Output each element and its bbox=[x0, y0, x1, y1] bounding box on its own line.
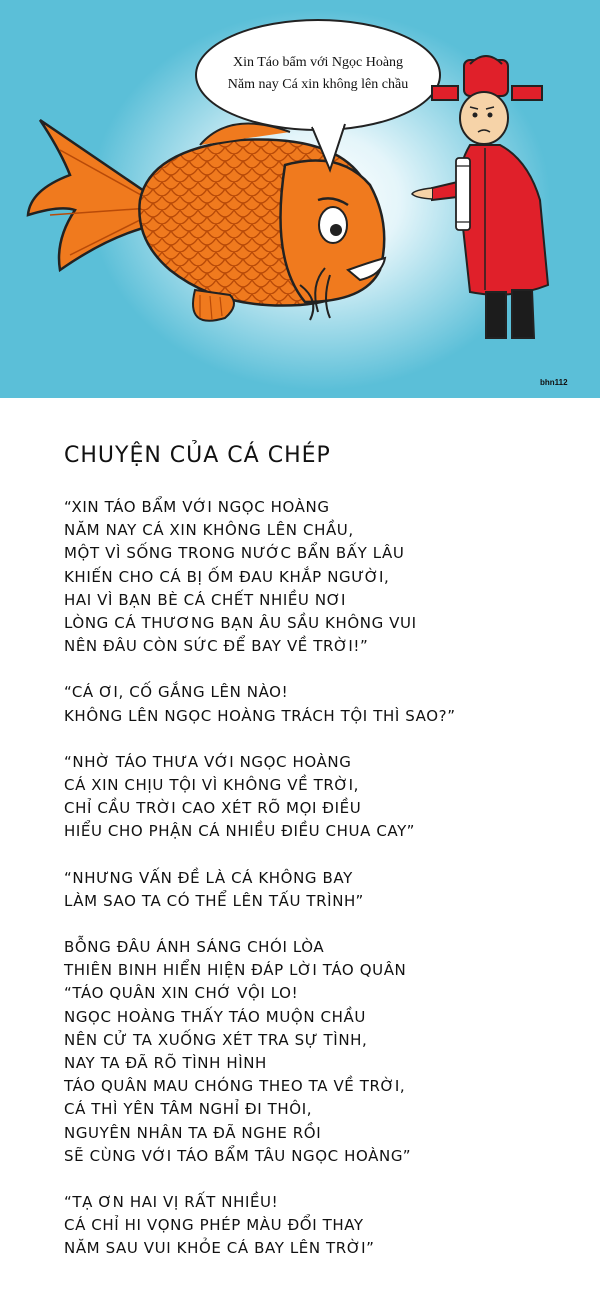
poem-line: LÀM SAO TA CÓ THỂ LÊN TẤU TRÌNH” bbox=[64, 891, 364, 910]
poem-line: “NHỜ TÁO THƯA VỚI NGỌC HOÀNG bbox=[64, 752, 352, 771]
poem-line: NGỌC HOÀNG THẤY TÁO MUỘN CHẦU bbox=[64, 1007, 366, 1026]
poem-line: KHIẾN CHO CÁ BỊ ỐM ĐAU KHẮP NGƯỜI, bbox=[64, 567, 390, 586]
poem-line: NÊN CỬ TA XUỐNG XÉT TRA SỰ TÌNH, bbox=[64, 1030, 368, 1049]
poem-stanza bbox=[64, 496, 584, 658]
artist-signature: bhn112 bbox=[540, 378, 568, 387]
poem-line: BỖNG ĐÂU ÁNH SÁNG CHÓI LÒA bbox=[64, 938, 325, 957]
poem-line: NĂM NAY CÁ XIN KHÔNG LÊN CHẦU, bbox=[64, 521, 354, 540]
poem-line: NAY TA ĐÃ RÕ TÌNH HÌNH bbox=[64, 1054, 267, 1073]
poem-line: SẼ CÙNG VỚI TÁO BẨM TÂU NGỌC HOÀNG” bbox=[64, 1146, 412, 1165]
speech-line-1: Xin Táo bẩm với Ngọc Hoàng bbox=[232, 55, 404, 70]
poem-line: HAI VÌ BẠN BÈ CÁ CHẾT NHIỀU NƠI bbox=[64, 590, 347, 609]
poem-line: KHÔNG LÊN NGỌC HOÀNG TRÁCH TỘI THÌ SAO?” bbox=[64, 706, 456, 725]
poem-line: “TÁO QUÂN XIN CHỚ VỘI LO! bbox=[64, 984, 299, 1003]
poem-line: “XIN TÁO BẨM VỚI NGỌC HOÀNG bbox=[64, 498, 330, 516]
poem-line: CHỈ CẦU TRỜI CAO XÉT RÕ MỌI ĐIỀU bbox=[64, 799, 362, 818]
poem-stanza bbox=[64, 936, 584, 1168]
speech-line-2: Năm nay Cá xin không lên chầu bbox=[227, 77, 409, 92]
poem-title: CHUYỆN CỦA CÁ CHÉP bbox=[64, 443, 331, 468]
poem-line: CÁ THÌ YÊN TÂM NGHỈ ĐI THÔI, bbox=[64, 1100, 313, 1119]
poem-stanza bbox=[64, 867, 584, 913]
poem bbox=[64, 440, 584, 1284]
poem-line: THIÊN BINH HIỂN HIỆN ĐÁP LỜI TÁO QUÂN bbox=[64, 961, 407, 980]
poem-line: MỘT VÌ SỐNG TRONG NƯỚC BẨN BẤY LÂU bbox=[64, 544, 405, 563]
poem-line: CÁ XIN CHỊU TỘI VÌ KHÔNG VỀ TRỜI, bbox=[64, 776, 360, 795]
poem-line: CÁ CHỈ HI VỌNG PHÉP MÀU ĐỔI THAY bbox=[64, 1216, 364, 1235]
poem-line: “NHƯNG VẤN ĐỀ LÀ CÁ KHÔNG BAY bbox=[64, 868, 353, 887]
comic-illustration bbox=[0, 0, 600, 398]
poem-stanza bbox=[64, 1191, 584, 1261]
poem-line: TÁO QUÂN MAU CHÓNG THEO TA VỀ TRỜI, bbox=[64, 1077, 406, 1096]
poem-line: NGUYÊN NHÂN TA ĐÃ NGHE RỒI bbox=[64, 1123, 322, 1142]
poem-line: LÒNG CÁ THƯƠNG BẠN ÂU SẦU KHÔNG VUI bbox=[64, 614, 417, 633]
poem-line: “TẠ ƠN HAI VỊ RẤT NHIỀU! bbox=[64, 1193, 279, 1212]
poem-line: HIỂU CHO PHẬN CÁ NHIỀU ĐIỀU CHUA CAY” bbox=[64, 822, 415, 841]
poem-stanza bbox=[64, 681, 584, 727]
poem-line: NÊN ĐÂU CÒN SỨC ĐỂ BAY VỀ TRỜI!” bbox=[64, 637, 369, 656]
poem-line: NĂM SAU VUI KHỎE CÁ BAY LÊN TRỜI” bbox=[64, 1239, 375, 1258]
poem-stanzas bbox=[64, 496, 584, 1261]
poem-line: “CÁ ƠI, CỐ GẮNG LÊN NÀO! bbox=[64, 683, 289, 702]
poem-stanza bbox=[64, 751, 584, 844]
